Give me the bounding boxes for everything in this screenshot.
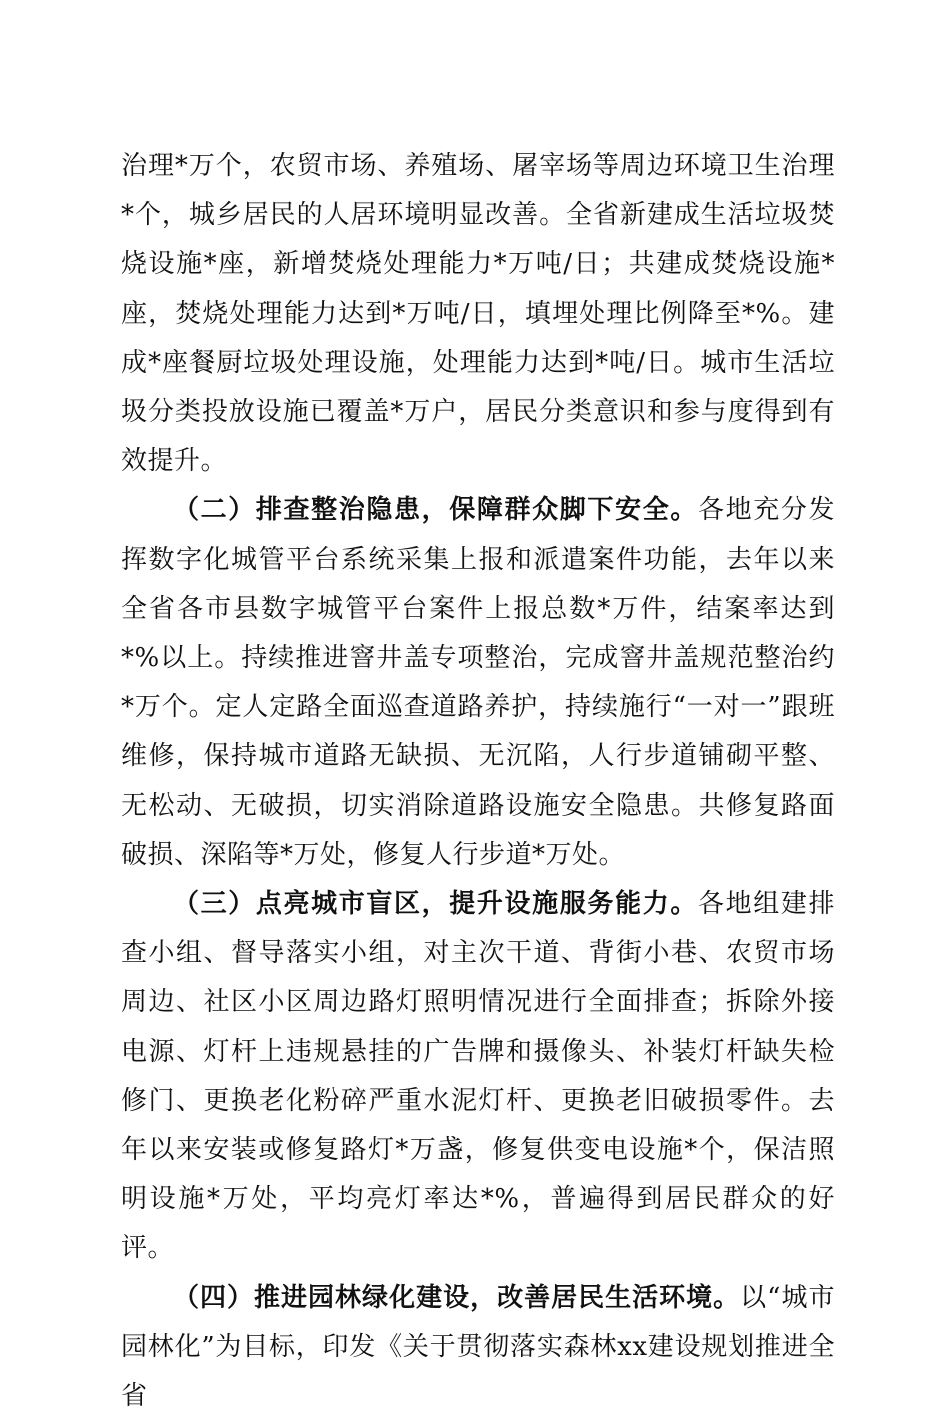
paragraph-body: 各地组建排查小组、督导落实小组，对主次干道、背街小巷、农贸市场周边、社区小区周边路灯照明情况进行全面排查；拆除外接电源、灯杆上违规悬挂的广告牌和摄像头、补装灯杆缺失检修门、更换老化粉碎严重水泥灯杆、更换老旧破损零件。去年以来安装或修复路灯*万盏，修复供变电设施*个，保洁照明设施*万处，平均亮灯率达*%，普遍得到居民群众的好评。 [121, 889, 835, 1264]
paragraph-section-4 [121, 1274, 835, 1421]
document-body [121, 142, 835, 1421]
section-heading: （四）推进园林绿化建设，改善居民生活环境。 [173, 1282, 741, 1313]
paragraph-body: 以“城市园林化”为目标，印发《关于贯彻落实森林xx建设规划推进全省 [121, 1282, 835, 1412]
paragraph-body: 各地充分发挥数字化城管平台系统采集上报和派遣案件功能，去年以来全省各市县数字城管平台案件上报总数*万件，结案率达到*%以上。持续推进窨井盖专项整治，完成窨井盖规范整治约*万个。定人定路全面巡查道路养护，持续施行“一对一”跟班维修，保持城市道路无缺损、无沉陷，人行步道铺砌平整、无松动、无破损，切实消除道路设施安全隐患。共修复路面破损、深陷等*万处，修复人行步道*万处。 [121, 495, 835, 870]
section-heading: （二）排查整治隐患，保障群众脚下安全。 [173, 495, 698, 526]
paragraph-body: 治理*万个，农贸市场、养殖场、屠宰场等周边环境卫生治理*个，城乡居民的人居环境明显改善。全省新建成生活垃圾焚烧设施*座，新增焚烧处理能力*万吨/日；共建成焚烧设施*座，焚烧处理能力达到*万吨/日，填埋处理比例降至*%。建成*座餐厨垃圾处理设施，处理能力达到*吨/日。城市生活垃圾分类投放设施已覆盖*万户，居民分类意识和参与度得到有效提升。 [121, 151, 835, 477]
paragraph-section-3 [121, 880, 835, 1274]
paragraph-continuation [121, 142, 835, 486]
section-heading: （三）点亮城市盲区，提升设施服务能力。 [173, 889, 698, 920]
paragraph-section-2 [121, 486, 835, 880]
